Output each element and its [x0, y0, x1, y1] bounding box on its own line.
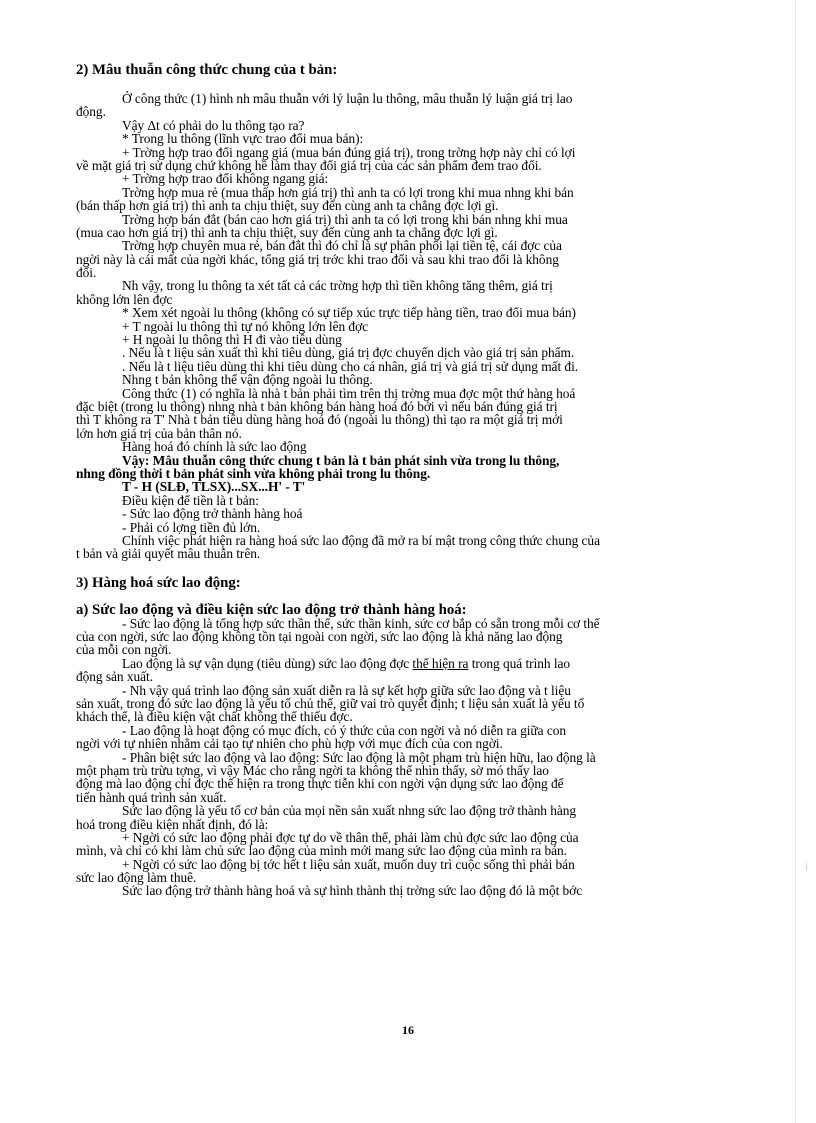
text-line: [76, 226, 770, 239]
text-line: [76, 199, 770, 212]
text-line-content: đặc biệt (trong lu thông) nhng nhà t bản không bán hàng hoá đó bởi vì nếu bán đúng giá trị: [76, 398, 558, 414]
text-line-content: * Xem xét ngoài lu thông (không có sự tiếp xúc trực tiếp hàng tiền, trao đổi mua bán): [122, 305, 576, 321]
text-line-content: (mua cao hơn giá trị) thì anh ta chịu thiệt, suy đến cùng anh ta chẳng đợc lợi gì.: [76, 224, 498, 240]
text-line: [76, 306, 770, 319]
text-line: [76, 494, 770, 507]
text-line: [76, 858, 770, 871]
text-line-content: ngời này là cái mất của ngời khác, tổng giá trị trớc khi trao đổi và sau khi trao đổi là không: [76, 251, 559, 267]
text-line-content: * Trong lu thông (lĩnh vực trao đổi mua bán):: [122, 131, 364, 147]
text-line: [76, 346, 770, 359]
text-line-content: lớn hơn giá trị của bản thân nó.: [76, 425, 242, 441]
text-line: [76, 751, 770, 764]
text-line: [76, 777, 770, 790]
text-line-content: T - H (SLĐ, TLSX)...SX...H' - T': [122, 479, 306, 495]
text-line-content: + Ngời có sức lao động bị tớc hết t liệu sản xuất, muốn duy trì cuộc sống thì phải bán: [122, 856, 575, 872]
text-line: [76, 630, 770, 643]
text-line-tail: trong quá trình lao: [468, 655, 571, 671]
text-line: [76, 360, 770, 373]
text-line-content: sức lao động làm thuê.: [76, 870, 197, 886]
text-line-content: Sức lao động là yếu tố cơ bản của mọi nền sản xuất nhng sức lao động trở thành hàng: [122, 803, 577, 819]
text-line-content: Vậy: Mâu thuẫn công thức chung t bản là t bản phát sinh vừa trong lu thông,: [122, 452, 560, 468]
text-line-content: một phạm trù trừu tợng, vì vậy Mác cho rằng ngời ta không thể nhìn thấy, sờ mó thấy lao: [76, 762, 549, 778]
text-line: [76, 884, 770, 897]
text-line-content: - Phân biệt sức lao động và lao động: Sức lao động là một phạm trù hiện hữu, lao động là: [122, 749, 596, 765]
page-number: 16: [402, 1023, 414, 1037]
margin-marker: |: [806, 862, 808, 871]
text-line-content: về mặt giá trị sử dụng chứ không hề làm thay đổi giá trị của các sản phẩm đem trao đổi.: [76, 157, 542, 173]
section-3a-subheading: a) Sức lao động và điều kiện sức lao động trở thành hàng hoá:: [76, 601, 467, 618]
text-line: [76, 266, 770, 279]
text-line: [76, 507, 770, 520]
text-line: [76, 387, 770, 400]
text-line-content: Trờng hợp chuyên mua rẻ, bán đắt thì đó chỉ là sự phân phối lại tiền tệ, cái đợc của: [122, 238, 562, 254]
text-line: [76, 764, 770, 777]
text-line: [76, 159, 770, 172]
text-line: [76, 132, 770, 145]
text-line-content: Trờng hợp bán đắt (bán cao hơn giá trị) thì anh ta có lợi trong khi bán nhng khi mua: [122, 211, 568, 227]
text-line: [76, 172, 770, 185]
text-line: [76, 427, 770, 440]
text-line: [76, 804, 770, 817]
text-line-content: Ở công thức (1) hình nh mâu thuẫn với lý luận lu thông, mâu thuẫn lý luận giá trị lao: [122, 91, 573, 106]
text-line-content: Lao động là sự vận dụng (tiêu dùng) sức lao động đợc: [122, 655, 413, 671]
text-line-content: + Trờng hợp trao đổi không ngang giá:: [122, 171, 329, 187]
text-line-content: khách thể, là điều kiện vật chất không thể thiếu đợc.: [76, 709, 353, 725]
text-line: [76, 119, 770, 132]
text-line-content: của con ngời, sức lao động không tồn tại ngoài con ngời, sức lao động là khả năng lao động: [76, 629, 563, 645]
text-line-content: sản xuất, trong đó sức lao động là yếu tố chủ thể, giữ vai trò quyết định; t liệu sản xuất là yếu tố: [76, 696, 585, 712]
text-line-content: Nhng t bản không thể vận động ngoài lu thông.: [122, 372, 373, 388]
text-line: [76, 105, 770, 118]
text-line-content: Điều kiện để tiền là t bản:: [122, 492, 259, 508]
text-line-content: Vậy Δt có phải do lu thông tạo ra?: [122, 117, 305, 133]
document-page: [76, 56, 770, 898]
text-line-content: động mà lao động chỉ đợc thể hiện ra trong thực tiễn khi con ngời vận dụng sức lao động để: [76, 776, 564, 792]
text-line-content: của mỗi con ngời.: [76, 642, 172, 658]
text-line: [76, 454, 770, 467]
text-line-content: đổi.: [76, 265, 97, 281]
section-2-heading: 2) Mâu thuẫn công thức chung của t bản:: [76, 62, 338, 78]
section-2-body: [76, 92, 770, 561]
text-line-content: thì T không ra T' Nhà t bản tiêu dùng hàng hoá đó (ngoài lu thông) thì tạo ra một giá trị mới: [76, 412, 563, 428]
text-line-content: - Lao động là hoạt động có mục đích, có ý thức của con ngời và nó diễn ra giữa con: [122, 722, 567, 738]
text-line-content: ngời với tự nhiên nhằm cải tạo tự nhiên cho phù hợp với mục đích của con ngời.: [76, 736, 503, 752]
text-line-content: động.: [76, 104, 106, 120]
text-line: [76, 534, 770, 547]
text-line: [76, 253, 770, 266]
text-line-content: + Ngời có sức lao động phải đợc tự do về thân thể, phải làm chủ đợc sức lao động của: [122, 829, 579, 845]
text-line: [76, 737, 770, 750]
text-line-content: . Nếu là t liệu sản xuất thì khi tiêu dùng, giá trị đợc chuyển dịch vào giá trị sản phẩm.: [122, 345, 575, 361]
text-line: [76, 657, 770, 670]
text-line: [76, 831, 770, 844]
text-line: [76, 521, 770, 534]
text-line-content: mình, và chỉ có khi làm chủ sức lao động của mình mới mang sức lao động của mình ra bán.: [76, 843, 567, 859]
text-line: [76, 186, 770, 199]
text-line: [76, 547, 770, 560]
text-line-content: tiến hành quá trình sản xuất.: [76, 789, 227, 805]
text-line: [76, 373, 770, 386]
text-line: [76, 791, 770, 804]
text-line-content: . Nếu là t liệu tiêu dùng thì khi tiêu dùng cho cá nhân, giá trị và giá trị sử dụng mất đi.: [122, 358, 579, 374]
text-line-content: Chính việc phát hiện ra hàng hoá sức lao động đã mở ra bí mật trong công thức chung của: [122, 532, 600, 548]
text-line: [76, 467, 770, 480]
text-line: [76, 670, 770, 683]
text-line-content: + H ngoài lu thông thì H đi vào tiêu dùng: [122, 332, 342, 348]
text-line-content: Công thức (1) có nghĩa là nhà t bản phải tìm trên thị trờng mua đợc một thứ hàng hoá: [122, 385, 576, 401]
text-line-content: - Sức lao động trở thành hàng hoá: [122, 506, 303, 522]
text-line-content: không lớn lên đợc: [76, 291, 173, 307]
text-line-content: - Sức lao động là tổng hợp sức thần thể, sức thần kinh, sức cơ bắp có sẵn trong mỗi cơ thể: [122, 615, 600, 631]
text-line: [76, 684, 770, 697]
page-edge-line: [795, 0, 796, 1123]
text-line: [76, 724, 770, 737]
text-line: [76, 643, 770, 656]
section-3-heading: 3) Hàng hoá sức lao động:: [76, 574, 241, 591]
text-line: [76, 333, 770, 346]
text-line: [76, 440, 770, 453]
section-3-body: [76, 617, 770, 898]
text-line: [76, 697, 770, 710]
text-line-content: - Phải có lợng tiền đủ lớn.: [122, 519, 261, 535]
text-line: [76, 239, 770, 252]
text-line: [76, 400, 770, 413]
text-line: [76, 146, 770, 159]
text-line-content: t bản và giải quyết mâu thuẫn trên.: [76, 546, 261, 562]
text-line: [76, 480, 770, 493]
text-line: [76, 413, 770, 426]
text-line: [76, 818, 770, 831]
text-line-content: Sức lao động trở thành hàng hoá và sự hình thành thị trờng sức lao động đó là một bớc: [122, 883, 583, 899]
text-line: [76, 213, 770, 226]
text-line: [76, 92, 770, 105]
text-line-content: (bán thấp hơn giá trị) thì anh ta chịu thiệt, suy đến cùng anh ta chẳng đợc lợi gì.: [76, 198, 499, 214]
text-line-content: hoá trong điều kiện nhất định, đó là:: [76, 816, 269, 832]
text-line-content: Hàng hoá đó chính là sức lao động: [122, 439, 307, 455]
text-line: [76, 293, 770, 306]
text-line: [76, 279, 770, 292]
text-line: [76, 844, 770, 857]
text-line: [76, 871, 770, 884]
text-line-content: + T ngoài lu thông thì tự nó không lớn lên đợc: [122, 318, 368, 334]
text-line-content: Nh vậy, trong lu thông ta xét tất cả các trờng hợp thì tiền không tăng thêm, giá trị: [122, 278, 553, 294]
text-line: [76, 617, 770, 630]
text-line-content: + Trờng hợp trao đổi ngang giá (mua bán đúng giá trị), trong trờng hợp này chỉ có lợi: [122, 144, 576, 160]
text-line-content: nhng đồng thời t bản phát sinh vừa không phải trong lu thông.: [76, 465, 431, 481]
underlined-phrase: thể hiện ra: [412, 655, 469, 671]
text-line-content: Trờng hợp mua rẻ (mua thấp hơn giá trị) thì anh ta có lợi trong khi mua nhng khi bán: [122, 184, 574, 200]
text-line: [76, 710, 770, 723]
text-line-content: động sản xuất.: [76, 669, 154, 685]
text-line-content: - Nh vậy quá trình lao động sản xuất diễn ra là sự kết hợp giữa sức lao động và t liệu: [122, 682, 571, 698]
text-line: [76, 320, 770, 333]
